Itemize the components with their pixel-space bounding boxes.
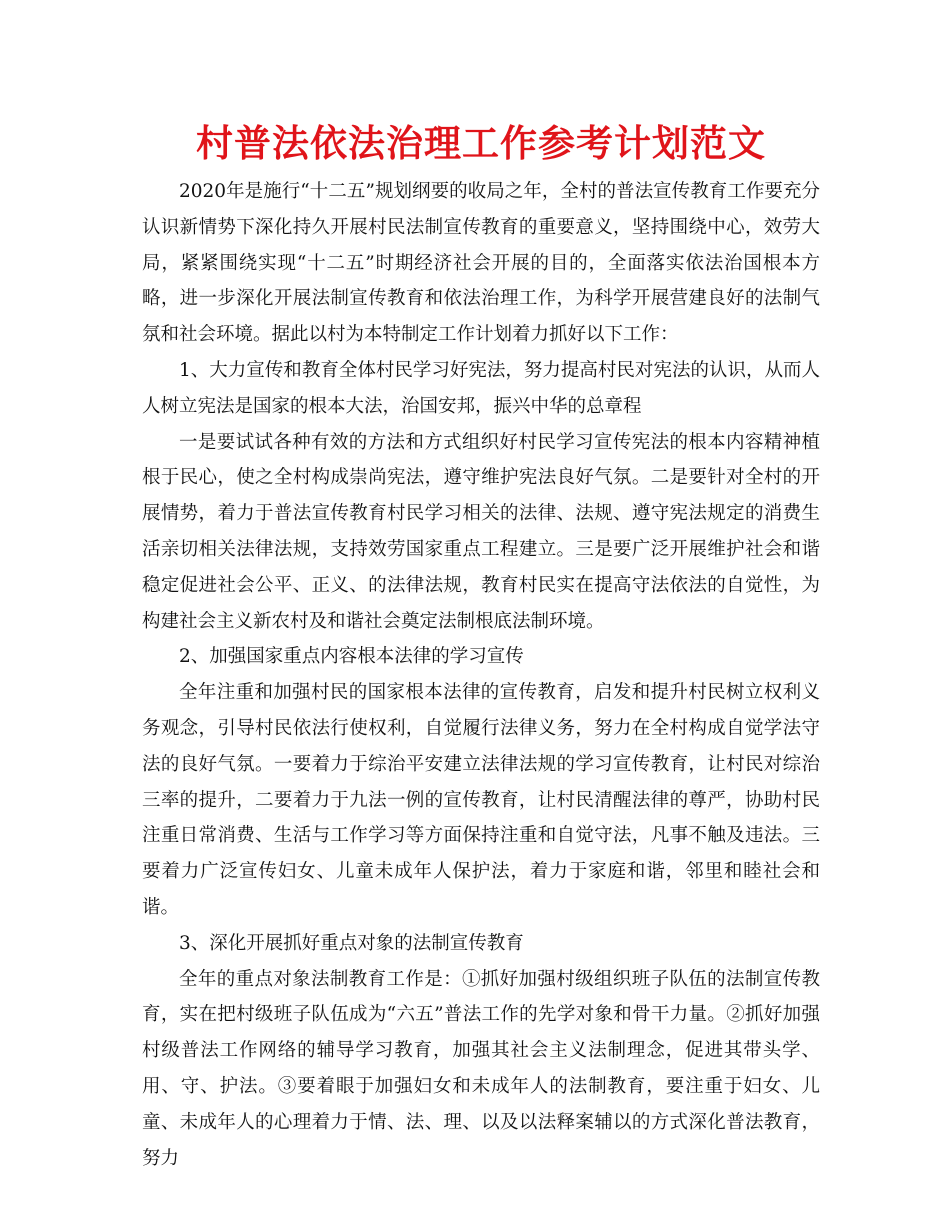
- document-title: 村普法依法治理工作参考计划范文: [196, 122, 766, 165]
- section-heading-3: 3、深化开展抓好重点对象的法制宣传教育: [179, 932, 524, 954]
- paragraph-section-3: 全年的重点对象法制教育工作是：①抓好加强村级组织班子队伍的法制宣传教育，实在把村级班子队伍成为“六五”普法工作的先学对象和骨干力量。②抓好加强村级普法工作网络的辅导学习教育，加强其社会主义法制理念，促进其带头学、用、守、护法。③要着眼于加强妇女和未成年人的法制教育，要注重于妇女、儿童、未成年人的心理着力于情、法、理、以及以法释案辅以的方式深化普法教育，努力: [142, 968, 820, 1169]
- paragraph-intro: 2020年是施行“十二五”规划纲要的收局之年，全村的普法宣传教育工作要充分认识新情势下深化持久开展村民法制宣传教育的重要意义，坚持围绕中心，效劳大局，紧紧围绕实现“十二五”时期经济社会开展的目的，全面落实依法治国根本方略，进一步深化开展法制宣传教育和依法治理工作，为科学开展营建良好的法制气氛和社会环境。据此以村为本特制定工作计划着力抓好以下工作：: [142, 181, 820, 346]
- paragraph-section-1: 一是要试试各种有效的方法和方式组织好村民学习宣传宪法的根本内容精神植根于民心，使之全村构成崇尚宪法，遵守维护宪法良好气氛。二是要针对全村的开展情势，着力于普法宣传教育村民学习相关的法律、法规、遵守宪法规定的消费生活亲切相关法律法规，支持效劳国家重点工程建立。三是要广泛开展维护社会和谐稳定促进社会公平、正义、的法律法规，教育村民实在提高守法依法的自觉性，为构建社会主义新农村及和谐社会奠定法制根底法制环境。: [142, 431, 820, 632]
- section-heading-1: 1、大力宣传和教育全体村民学习好宪法，努力提高村民对宪法的认识，从而人人树立宪法是国家的根本大法，治国安邦，振兴中华的总章程: [142, 359, 820, 417]
- section-heading-2: 2、加强国家重点内容根本法律的学习宣传: [179, 646, 524, 668]
- paragraph-section-2: 全年注重和加强村民的国家根本法律的宣传教育，启发和提升村民树立权利义务观念，引导村民依法行使权利，自觉履行法律义务，努力在全村构成自觉学法守法的良好气氛。一要着力于综治平安建立法律法规的学习宣传教育，让村民对综治三率的提升，二要着力于九法一例的宣传教育，让村民清醒法律的尊严，协助村民注重日常消费、生活与工作学习等方面保持注重和自觉守法，凡事不触及违法。三要着力广泛宣传妇女、儿童未成年人保护法，着力于家庭和谐，邻里和睦社会和谐。: [142, 682, 820, 918]
- document-body: [142, 174, 820, 1176]
